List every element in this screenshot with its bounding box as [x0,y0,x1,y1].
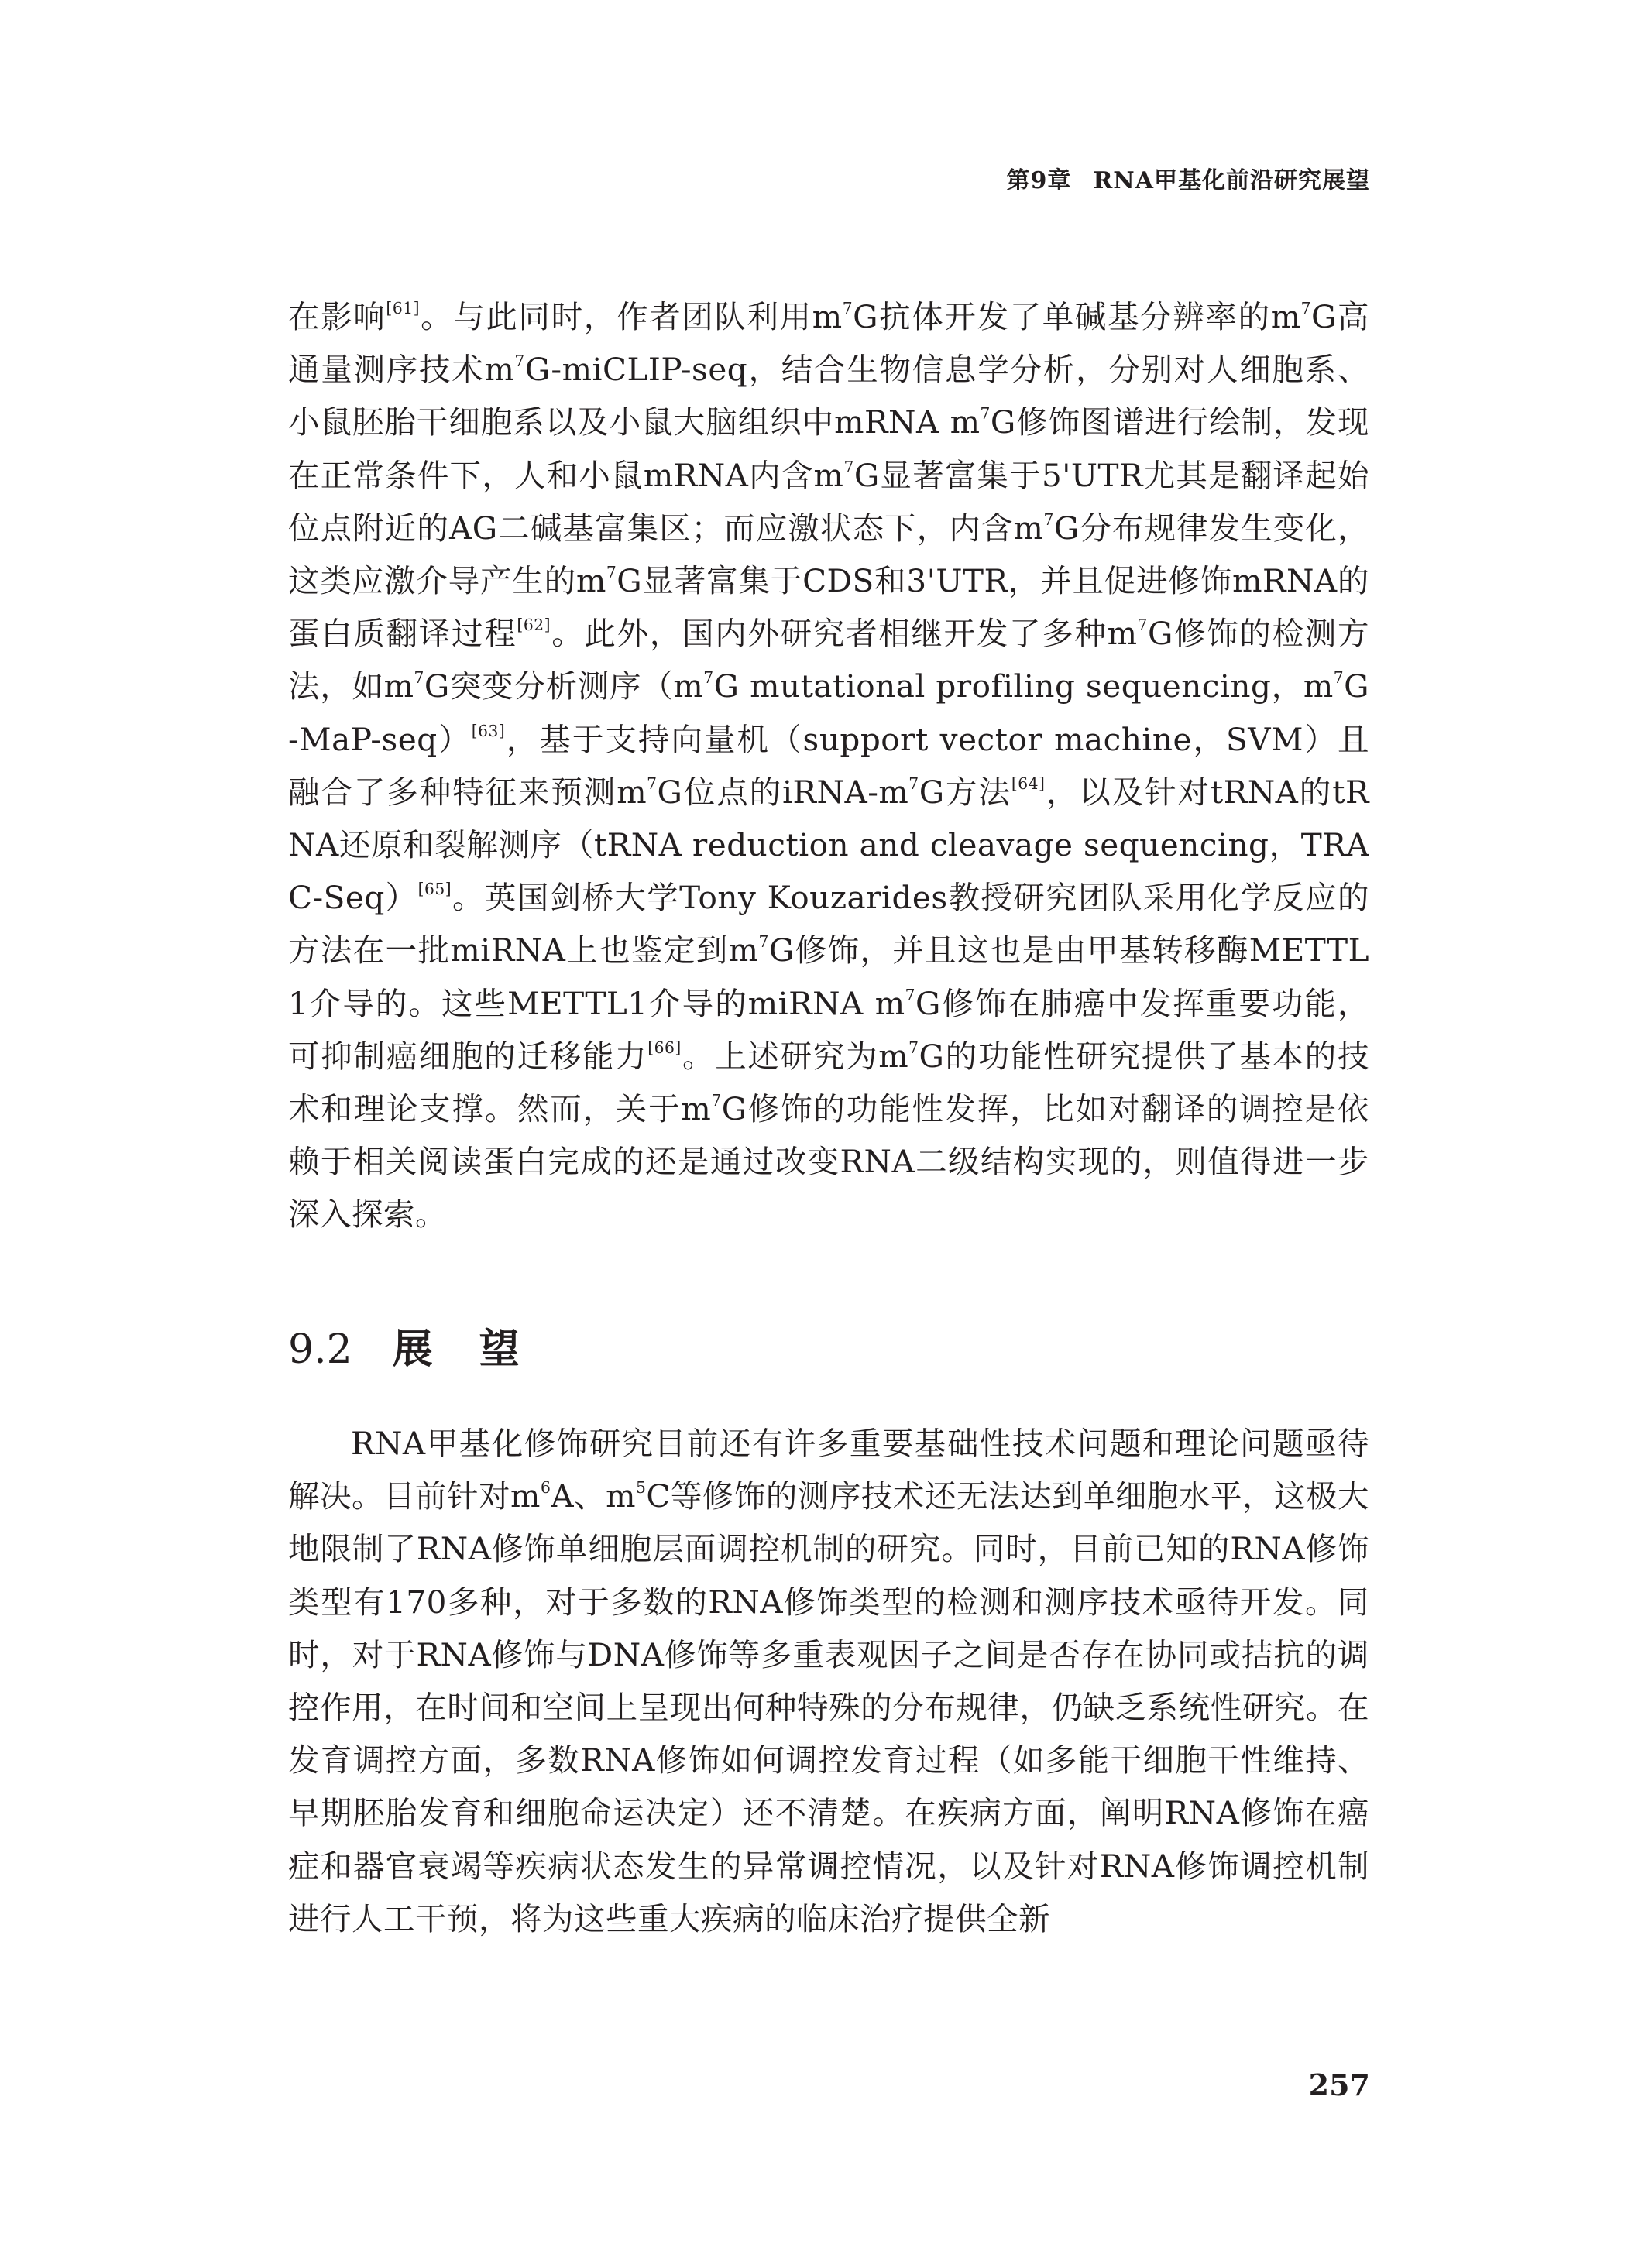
text-run: G mutational profiling sequencing，m [713,667,1334,705]
text-run: G修饰的检测方法，如m [288,615,1370,705]
citation-ref: [64] [1011,774,1046,793]
text-run: G分布规律发生变化，这类应激介导产生的m [288,509,1369,600]
text-run: G位点的iRNA-m [657,773,909,811]
text-run: 。上述研究为m [681,1037,909,1075]
section-heading [288,1316,566,1374]
citation-ref: [61] [386,298,420,317]
superscript: 6 [540,1477,551,1497]
chapter-label: 第9章 [1006,167,1072,194]
text-run: G方法 [919,773,1011,811]
superscript: 7 [606,562,617,582]
superscript: 7 [1043,510,1054,529]
text-run: 在影响 [288,298,386,335]
body-paragraph-2 [288,1417,1369,1945]
text-run: G高通量测序技术m [288,298,1370,389]
text-run: G修饰，并且这也是由甲基转移酶METTL1介导的。这些METTL1介导的miRNA m [288,932,1369,1022]
superscript: 7 [842,298,853,317]
superscript: 5 [636,1477,647,1497]
text-run: ，基于支持向量机（support vector machine，SVM）且融合了多种特征来预测m [288,720,1369,811]
superscript: 7 [514,351,525,370]
section-title: 展望 [392,1326,566,1373]
text-run: G显著富集于CDS和3'UTR，并且促进修饰mRNA的蛋白质翻译过程 [288,562,1369,653]
text-run: 。与此同时，作者团队利用m [420,298,843,335]
superscript: 7 [703,668,714,688]
superscript: 7 [905,985,916,1004]
superscript: 7 [843,457,854,476]
superscript: 7 [711,1090,722,1110]
text-run: G修饰的功能性发挥，比如对翻译的调控是依赖于相关阅读蛋白完成的还是通过改变RNA二级结构实现的，则值得进一步深入探索。 [288,1090,1369,1234]
superscript: 7 [908,774,919,793]
superscript: 7 [1137,616,1148,634]
text-run: C等修饰的测序技术还无法达到单细胞水平，这极大地限制了RNA修饰单细胞层面调控机制的研究。同时，目前已知的RNA修饰类型有170多种，对于多数的RNA修饰类型的检测和测序技术亟待开发。同时，对于RNA修饰与DNA修饰等多重表观因子之间是否存在协同或拮抗的调控作用，在时间和空间上呈现出何种特殊的分布规律，仍缺乏系统性研究。在发育调控方面，多数RNA修饰如何调控发育过程（如多能干细胞干性维持、早期胚胎发育和细胞命运决定）还不清楚。在疾病方面，阐明RNA修饰在癌症和器官衰竭等疾病状态发生的异常调控情况，以及针对RNA修饰调控机制进行人工干预，将为这些重大疾病的临床治疗提供全新 [288,1477,1370,1937]
superscript: 7 [1300,298,1312,317]
page-number: 257 [1308,2067,1370,2102]
text-run: G修饰图谱进行绘制，发现在正常条件下，人和小鼠mRNA内含m [288,403,1369,494]
citation-ref: [62] [517,616,551,634]
superscript: 7 [758,932,769,952]
superscript: 7 [414,668,424,688]
text-run: 。此外，国内外研究者相继开发了多种m [551,615,1138,653]
superscript: 7 [1333,668,1345,688]
citation-ref: [65] [417,880,452,899]
text-run: G显著富集于5'UTR尤其是翻译起始位点附近的AG二碱基富集区；而应激状态下，内含m [288,456,1369,547]
paragraph-2-text [288,1417,1369,1945]
running-header [1006,161,1370,195]
text-run: RNA甲基化修饰研究目前还有许多重要基础性技术问题和理论问题亟待解决。目前针对m [288,1425,1369,1515]
paragraph-1-text [288,290,1369,1241]
chapter-title: RNA甲基化前沿研究展望 [1093,167,1370,194]
text-run: G-miCLIP-seq，结合生物信息学分析，分别对人细胞系、小鼠胚胎干细胞系以及小鼠大脑组织中mRNA m [288,351,1369,441]
text-run: 。英国剑桥大学Tony Kouzarides教授研究团队采用化学反应的方法在一批miRNA上也鉴定到m [288,879,1370,969]
text-run: G修饰在肺癌中发挥重要功能，可抑制癌细胞的迁移能力 [288,984,1369,1075]
text-run: A、m [551,1477,637,1515]
body-paragraph-1 [288,290,1369,1241]
superscript: 7 [980,404,991,424]
text-run: ，以及针对tRNA的tRNA还原和裂解测序（tRNA reduction and cleavage sequencing，TRAC-Seq） [288,773,1369,917]
superscript: 7 [908,1038,919,1057]
text-run: G-MaP-seq） [288,667,1369,758]
section-number: 9.2 [288,1326,352,1373]
text-run: G突变分析测序（m [424,667,704,705]
text-run: G抗体开发了单碱基分辨率的m [853,298,1301,335]
superscript: 7 [647,774,658,793]
citation-ref: [66] [647,1038,682,1057]
text-run: G的功能性研究提供了基本的技术和理论支撑。然而，关于m [288,1037,1370,1128]
citation-ref: [63] [471,721,506,740]
